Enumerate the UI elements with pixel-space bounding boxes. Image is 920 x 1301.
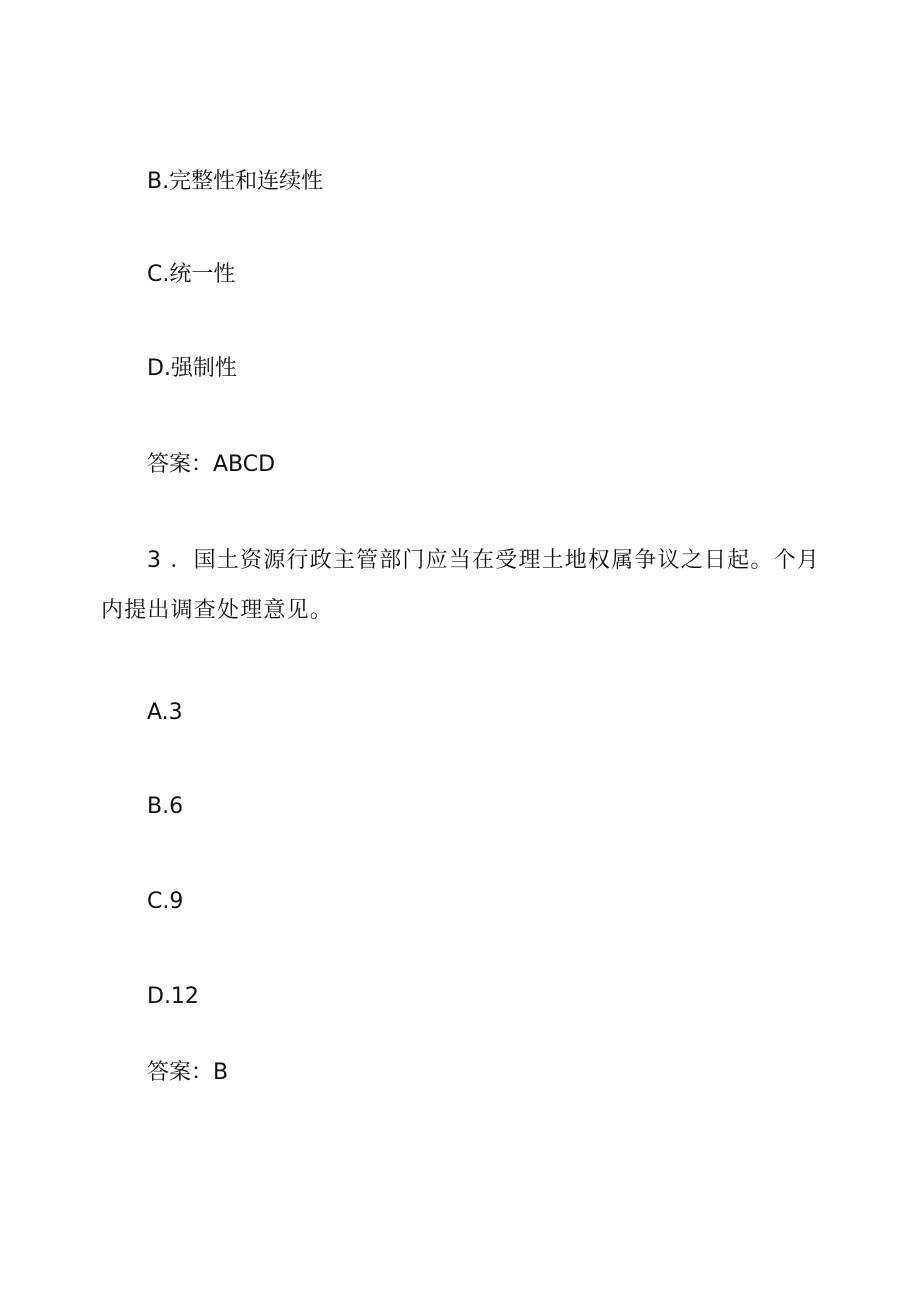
option-a: A.3 [147, 700, 183, 725]
option-d: D.12 [147, 984, 199, 1009]
option-c: C.统一性 [147, 262, 236, 287]
question-3-text-line1: 3 ．国土资源行政主管部门应当在受理土地权属争议之日起。个月 [147, 548, 820, 573]
option-d: D.强制性 [147, 356, 237, 381]
option-b: B.完整性和连续性 [147, 169, 324, 194]
answer-label: 答案：ABCD [147, 452, 276, 477]
answer-label: 答案：B [147, 1060, 229, 1085]
question-3-text-line2: 内提出调查处理意见。 [101, 598, 334, 623]
option-c: C.9 [147, 889, 184, 914]
option-b: B.6 [147, 794, 184, 819]
